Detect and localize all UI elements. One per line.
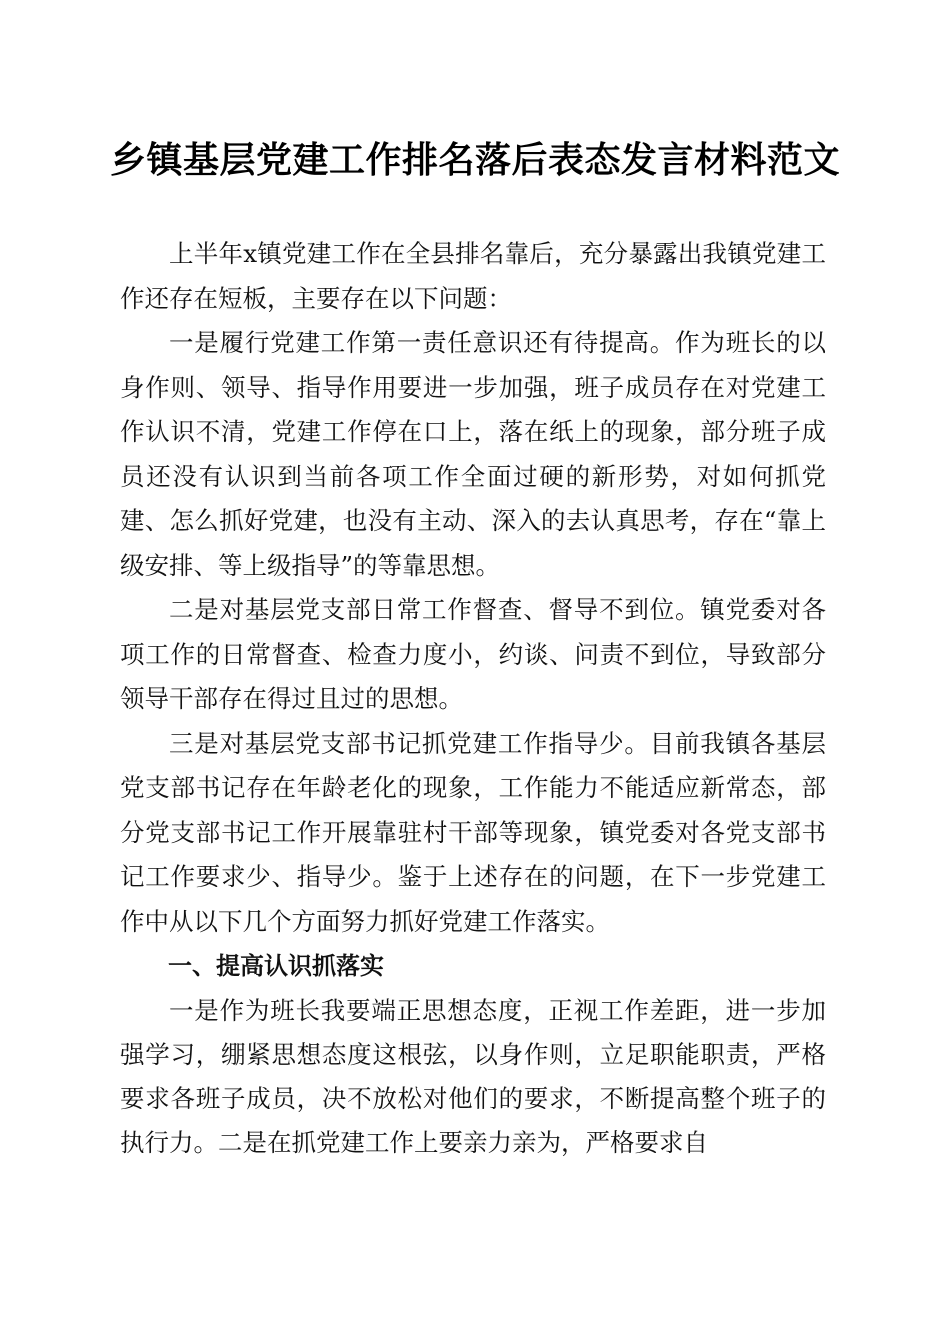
paragraph-problem-3: 三是对基层党支部书记抓党建工作指导少。目前我镇各基层党支部书记存在年龄老化的现象，工作能力不能适应新常态，部分党支部书记工作开展靠驻村干部等现象，镇党委对各党支部书记工作要求少、指导少。鉴于上述存在的问题，在下一步党建工作中从以下几个方面努力抓好党建工作落实。	[120, 728, 826, 936]
document-body	[120, 232, 826, 1165]
paragraph-problem-1: 一是履行党建工作第一责任意识还有待提高。作为班长的以身作则、领导、指导作用要进一步加强，班子成员存在对党建工作认识不清，党建工作停在口上，落在纸上的现象，部分班子成员还没有认识到当前各项工作全面过硬的新形势，对如何抓党建、怎么抓好党建，也没有主动、深入的去认真思考，存在“靠上级安排、等上级指导”的等靠思想。	[120, 328, 826, 580]
paragraph-intro: 上半年x镇党建工作在全县排名靠后，充分暴露出我镇党建工作还存在短板，主要存在以下问题：	[120, 239, 826, 313]
document-title: 乡镇基层党建工作排名落后表态发言材料范文	[109, 139, 840, 181]
paragraph-section-1: 一是作为班长我要端正思想态度，正视工作差距，进一步加强学习，绷紧思想态度这根弦，以身作则，立足职能职责，严格要求各班子成员，决不放松对他们的要求，不断提高整个班子的执行力。二是在抓党建工作上要亲力亲为，严格要求自	[120, 995, 826, 1157]
section-heading: 一、提高认识抓落实	[168, 952, 384, 980]
paragraph-problem-2: 二是对基层党支部日常工作督查、督导不到位。镇党委对各项工作的日常督查、检查力度小，约谈、问责不到位，导致部分领导干部存在得过且过的思想。	[120, 595, 826, 713]
